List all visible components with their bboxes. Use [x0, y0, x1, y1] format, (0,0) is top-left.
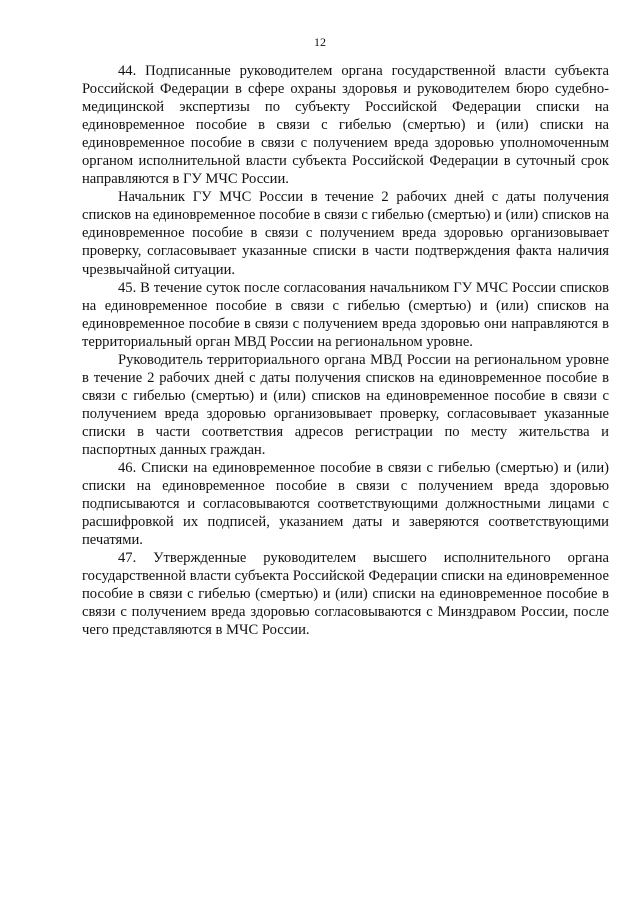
paragraph-44-continued: Начальник ГУ МЧС России в течение 2 рабочих дней с даты получения списков на единовременное пособие в связи с гибелью (смертью) и (или) списков на единовременное пособие в связи с получением вреда здоровью организовывает проверку, согласовывает указанные списки в части подтверждения факта наличия чрезвычайной ситуации.	[82, 189, 609, 278]
paragraph-46: 46. Списки на единовременное пособие в связи с гибелью (смертью) и (или) списки на единовременное пособие в связи с получением вреда здоровью подписываются и согласовываются соответствующими должностными лицами с расшифровкой их подписей, указанием даты и заверяются соответствующими печатями.	[82, 460, 609, 549]
paragraph-45: 45. В течение суток после согласования начальником ГУ МЧС России списков на единовременное пособие в связи с гибелью (смертью) и (или) списков на единовременное пособие в связи с получением вреда здоровью они направляются в территориальный орган МВД России на региональном уровне.	[82, 279, 609, 350]
document-body	[82, 0, 609, 640]
paragraph-47: 47. Утвержденные руководителем высшего исполнительного органа государственной власти субъекта Российской Федерации списки на единовременное пособие в связи с гибелью (смертью) и (или) списки на единовременное пособие в связи с получением вреда здоровью согласовываются с Минздравом России, после чего представляются в МЧС России.	[82, 550, 609, 639]
paragraph-44: 44. Подписанные руководителем органа государственной власти субъекта Российской Федерации в сфере охраны здоровья и руководителем бюро судебно-медицинской экспертизы по субъекту Российской Федерации списки на единовременное пособие в связи с гибелью (смертью) и (или) списки на единовременное пособие в связи с получением вреда здоровью уполномоченным органом исполнительной власти субъекта Российской Федерации в суточный срок направляются в ГУ МЧС России.	[82, 63, 609, 188]
paragraph-45-continued: Руководитель территориального органа МВД России на региональном уровне в течение 2 рабочих дней с даты получения списков на единовременное пособие в связи с гибелью (смертью) и (или) списков на единовременное пособие в связи с получением вреда здоровью организовывает проверку, согласовывает указанные списки в части соответствия адресов регистрации по месту жительства и паспортных данных граждан.	[82, 351, 609, 458]
page-number: 12	[314, 35, 326, 49]
